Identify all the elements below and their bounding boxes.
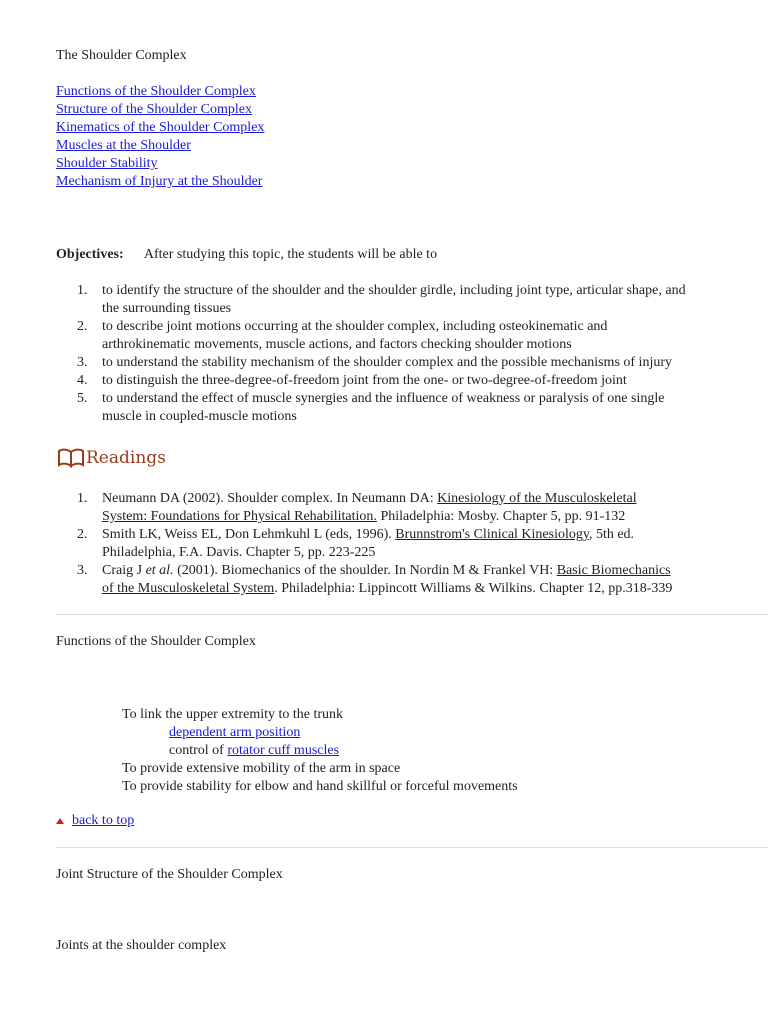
function-item: To provide extensive mobility of the arm in space [122,761,401,776]
up-triangle-icon [56,818,64,824]
structure-subheading: Joints at the shoulder complex [56,938,227,953]
function-subitem: control of rotator cuff muscles [169,743,340,758]
page-title: The Shoulder Complex [56,48,187,63]
structure-heading: Joint Structure of the Shoulder Complex [56,867,283,882]
function-item: To provide stability for elbow and hand skillful or forceful movements [122,779,518,794]
back-to-top-link[interactable]: back to top [72,813,135,828]
toc-link-kinematics[interactable]: Kinematics of the Shoulder Complex [56,120,265,135]
function-item: To link the upper extremity to the trunk [122,707,344,722]
objective-item: 5. to understand the effect of muscle synergies and the influence of weakness or paralysis of one single muscle in coupled-muscle motions [77,391,665,424]
readings-title: Readings [86,448,166,468]
toc-link-muscles[interactable]: Muscles at the Shoulder [56,138,191,153]
reading-item: 3. Craig J et al. (2001). Biomechanics of the shoulder. In Nordin M & Frankel VH: Basic Biomechanics of the Musculoskeletal System. Philadelphia: Lippincott Williams & Wilkins. Chapter 12, pp.318-339 [77,563,673,596]
toc-link-structure[interactable]: Structure of the Shoulder Complex [56,102,252,117]
section-divider [56,614,768,615]
objective-item: 2. to describe joint motions occurring at the shoulder complex, including osteokinematic and arthrokinematic movements, muscle actions, and factors checking shoulder motions [77,319,608,352]
objectives-intro: After studying this topic, the students will be able to [143,247,438,262]
toc-link-stability[interactable]: Shoulder Stability [56,156,158,171]
functions-heading: Functions of the Shoulder Complex [56,634,256,649]
functions-list [122,706,518,796]
objectives-label: Objectives: [56,247,124,262]
dependent-arm-link[interactable]: dependent arm position [169,725,301,740]
back-to-top-row[interactable] [56,813,134,829]
toc-link-functions[interactable]: Functions of the Shoulder Complex [56,84,256,99]
objectives-intro-row [56,247,437,263]
toc-link-injury[interactable]: Mechanism of Injury at the Shoulder [56,174,263,189]
table-of-contents [56,83,264,191]
section-divider [56,847,768,848]
rotator-cuff-link[interactable]: rotator cuff muscles [227,743,340,758]
reading-item: 2. Smith LK, Weiss EL, Don Lehmkuhl L (eds, 1996). Brunnstrom's Clinical Kinesiology, 5th ed. Philadelphia, F.A. Davis. Chapter 5, pp. 223-225 [77,527,635,560]
book-icon [58,448,84,473]
objective-item: 3. to understand the stability mechanism of the shoulder complex and the possible mechanisms of injury [77,355,672,370]
reading-item: 1. Neumann DA (2002). Shoulder complex. In Neumann DA: Kinesiology of the Musculoskeletal System: Foundations for Physical Rehabilitation. Philadelphia: Mosby. Chapter 5, pp. 91-132 [77,491,637,524]
objective-item: 1. to identify the structure of the shoulder and the shoulder girdle, including joint type, articular shape, and the surrounding tissues [77,283,686,316]
objective-item: 4. to distinguish the three-degree-of-freedom joint from the one- or two-degree-of-freedom joint [77,373,627,388]
